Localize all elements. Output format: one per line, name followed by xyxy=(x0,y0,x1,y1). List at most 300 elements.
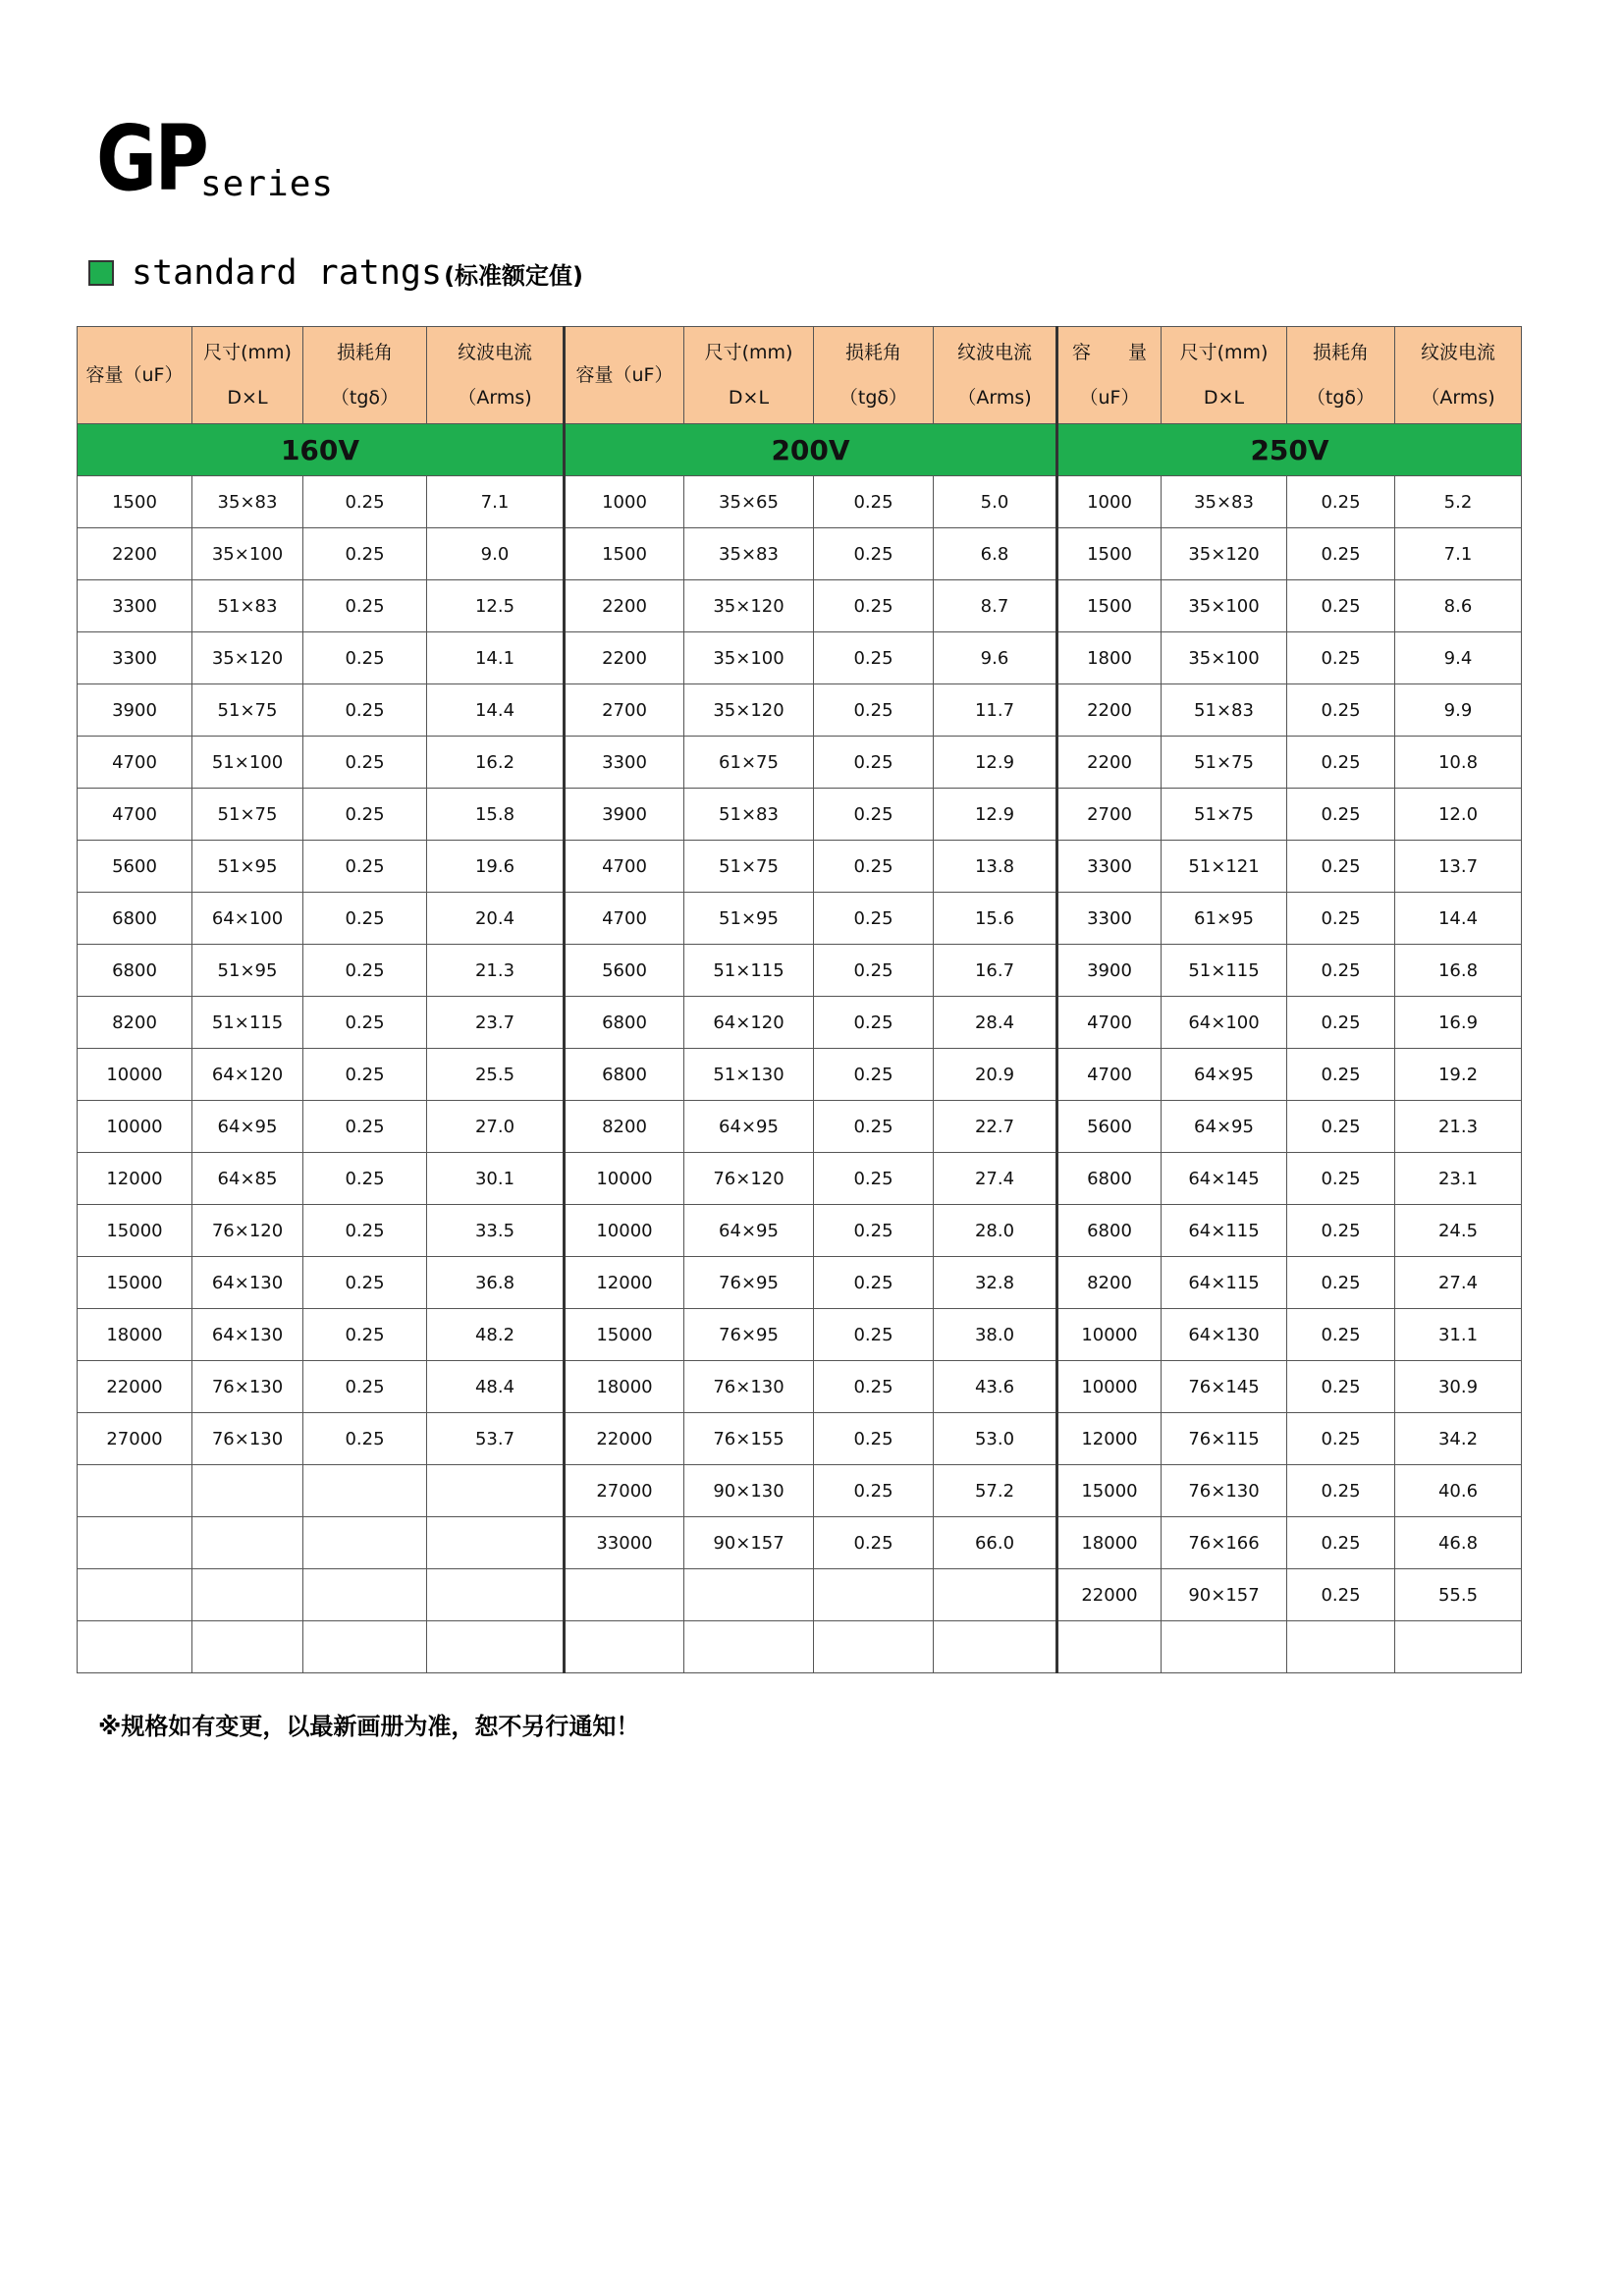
header-line: 尺寸(mm) xyxy=(203,342,292,363)
capacitance-cell: 27000 xyxy=(565,1465,684,1517)
capacitance-cell: 18000 xyxy=(1057,1517,1162,1569)
capacitance-cell: 6800 xyxy=(565,1049,684,1101)
loss-angle-cell: 0.25 xyxy=(814,841,934,893)
section-heading-en: standard ratngs xyxy=(132,253,443,293)
capacitance-cell: 3300 xyxy=(1057,841,1162,893)
ripple-current-cell: 24.5 xyxy=(1395,1205,1522,1257)
header-line: 损耗角 xyxy=(844,342,901,363)
ripple-current-cell: 11.7 xyxy=(934,684,1057,737)
ripple-current-cell xyxy=(427,1517,565,1569)
ripple-current-cell: 48.2 xyxy=(427,1309,565,1361)
loss-angle-cell: 0.25 xyxy=(814,1465,934,1517)
capacitance-cell: 2200 xyxy=(565,632,684,684)
size-cell: 64×130 xyxy=(192,1257,303,1309)
ripple-current-cell: 21.3 xyxy=(1395,1101,1522,1153)
size-cell: 64×95 xyxy=(1162,1101,1287,1153)
size-cell: 76×130 xyxy=(684,1361,814,1413)
table-row xyxy=(78,737,1522,789)
header-line: （tgδ） xyxy=(1306,387,1376,409)
ripple-current-cell: 38.0 xyxy=(934,1309,1057,1361)
capacitance-cell: 2700 xyxy=(565,684,684,737)
size-cell: 64×130 xyxy=(192,1309,303,1361)
loss-angle-cell xyxy=(303,1621,427,1673)
size-cell: 51×75 xyxy=(684,841,814,893)
size-cell: 35×100 xyxy=(192,528,303,580)
loss-angle-cell xyxy=(814,1621,934,1673)
size-cell: 64×120 xyxy=(192,1049,303,1101)
header-row xyxy=(78,327,1522,424)
loss-angle-cell: 0.25 xyxy=(1287,997,1395,1049)
capacitance-cell: 22000 xyxy=(1057,1569,1162,1621)
ripple-current-cell: 5.0 xyxy=(934,476,1057,528)
size-cell: 64×95 xyxy=(1162,1049,1287,1101)
capacitance-cell: 12000 xyxy=(1057,1413,1162,1465)
ripple-current-cell: 13.8 xyxy=(934,841,1057,893)
size-cell xyxy=(192,1569,303,1621)
ripple-current-cell: 28.4 xyxy=(934,997,1057,1049)
size-cell xyxy=(1162,1621,1287,1673)
loss-angle-cell: 0.25 xyxy=(814,737,934,789)
table-row xyxy=(78,1049,1522,1101)
header-line: 容 量 xyxy=(1071,342,1147,363)
size-cell: 51×75 xyxy=(1162,737,1287,789)
ripple-current-cell: 20.4 xyxy=(427,893,565,945)
loss-angle-cell xyxy=(303,1569,427,1621)
ripple-current-cell: 7.1 xyxy=(427,476,565,528)
size-cell: 76×130 xyxy=(192,1413,303,1465)
table-row xyxy=(78,841,1522,893)
ripple-current-cell: 20.9 xyxy=(934,1049,1057,1101)
capacitance-cell: 4700 xyxy=(1057,1049,1162,1101)
capacitance-cell: 27000 xyxy=(78,1413,192,1465)
capacitance-cell: 2200 xyxy=(1057,737,1162,789)
size-cell: 64×100 xyxy=(192,893,303,945)
header-line: （uF） xyxy=(1079,387,1140,409)
loss-angle-cell: 0.25 xyxy=(814,476,934,528)
capacitance-cell: 1000 xyxy=(565,476,684,528)
table-row xyxy=(78,1413,1522,1465)
size-cell: 51×115 xyxy=(192,997,303,1049)
loss-angle-cell: 0.25 xyxy=(303,1205,427,1257)
capacitance-cell: 3900 xyxy=(565,789,684,841)
capacitance-cell: 2200 xyxy=(78,528,192,580)
ripple-current-cell: 25.5 xyxy=(427,1049,565,1101)
header-ripple-current xyxy=(934,327,1057,424)
size-cell: 76×115 xyxy=(1162,1413,1287,1465)
capacitance-cell: 2200 xyxy=(1057,684,1162,737)
ripple-current-cell: 28.0 xyxy=(934,1205,1057,1257)
loss-angle-cell: 0.25 xyxy=(303,789,427,841)
capacitance-cell: 4700 xyxy=(565,841,684,893)
ripple-current-cell: 32.8 xyxy=(934,1257,1057,1309)
ripple-current-cell: 57.2 xyxy=(934,1465,1057,1517)
ripple-current-cell: 27.4 xyxy=(1395,1257,1522,1309)
loss-angle-cell: 0.25 xyxy=(1287,841,1395,893)
capacitance-cell: 5600 xyxy=(1057,1101,1162,1153)
capacitance-cell: 10000 xyxy=(78,1049,192,1101)
size-cell: 51×115 xyxy=(684,945,814,997)
loss-angle-cell: 0.25 xyxy=(1287,789,1395,841)
capacitance-cell xyxy=(565,1621,684,1673)
loss-angle-cell: 0.25 xyxy=(814,1361,934,1413)
ripple-current-cell: 53.7 xyxy=(427,1413,565,1465)
size-cell: 51×95 xyxy=(192,945,303,997)
loss-angle-cell: 0.25 xyxy=(1287,580,1395,632)
table-row xyxy=(78,1101,1522,1153)
loss-angle-cell: 0.25 xyxy=(1287,945,1395,997)
capacitance-cell: 1000 xyxy=(1057,476,1162,528)
ripple-current-cell: 16.8 xyxy=(1395,945,1522,997)
loss-angle-cell: 0.25 xyxy=(814,1101,934,1153)
capacitance-cell: 22000 xyxy=(565,1413,684,1465)
capacitance-cell: 4700 xyxy=(78,737,192,789)
ripple-current-cell: 12.9 xyxy=(934,789,1057,841)
loss-angle-cell: 0.25 xyxy=(303,1101,427,1153)
capacitance-cell: 3900 xyxy=(1057,945,1162,997)
header-loss-angle xyxy=(303,327,427,424)
loss-angle-cell: 0.25 xyxy=(303,841,427,893)
table-row xyxy=(78,1257,1522,1309)
ripple-current-cell: 23.7 xyxy=(427,997,565,1049)
table-row xyxy=(78,945,1522,997)
size-cell: 35×120 xyxy=(684,684,814,737)
table-row xyxy=(78,684,1522,737)
table-row xyxy=(78,1361,1522,1413)
voltage-label: 250V xyxy=(1057,424,1522,476)
table-row xyxy=(78,997,1522,1049)
ripple-current-cell: 8.7 xyxy=(934,580,1057,632)
ripple-current-cell: 27.0 xyxy=(427,1101,565,1153)
capacitance-cell: 12000 xyxy=(565,1257,684,1309)
header-line: D×L xyxy=(227,387,268,409)
ripple-current-cell: 14.4 xyxy=(427,684,565,737)
loss-angle-cell: 0.25 xyxy=(1287,1361,1395,1413)
loss-angle-cell: 0.25 xyxy=(303,1309,427,1361)
capacitance-cell xyxy=(78,1569,192,1621)
size-cell: 51×75 xyxy=(1162,789,1287,841)
size-cell: 76×120 xyxy=(684,1153,814,1205)
ripple-current-cell: 19.6 xyxy=(427,841,565,893)
loss-angle-cell: 0.25 xyxy=(303,737,427,789)
capacitance-cell: 6800 xyxy=(565,997,684,1049)
loss-angle-cell: 0.25 xyxy=(1287,528,1395,580)
loss-angle-cell: 0.25 xyxy=(814,1049,934,1101)
loss-angle-cell: 0.25 xyxy=(1287,737,1395,789)
capacitance-cell: 1800 xyxy=(1057,632,1162,684)
loss-angle-cell xyxy=(1287,1621,1395,1673)
header-loss-angle xyxy=(814,327,934,424)
capacitance-cell: 3300 xyxy=(1057,893,1162,945)
loss-angle-cell: 0.25 xyxy=(814,789,934,841)
loss-angle-cell: 0.25 xyxy=(303,528,427,580)
loss-angle-cell: 0.25 xyxy=(303,1413,427,1465)
size-cell: 61×95 xyxy=(1162,893,1287,945)
capacitance-cell: 5600 xyxy=(78,841,192,893)
capacitance-cell: 33000 xyxy=(565,1517,684,1569)
size-cell xyxy=(192,1517,303,1569)
size-cell: 64×95 xyxy=(684,1205,814,1257)
size-cell: 64×95 xyxy=(684,1101,814,1153)
ripple-current-cell: 16.7 xyxy=(934,945,1057,997)
ripple-current-cell: 12.0 xyxy=(1395,789,1522,841)
loss-angle-cell: 0.25 xyxy=(303,632,427,684)
header-line: 纹波电流 xyxy=(956,342,1032,363)
capacitance-cell: 5600 xyxy=(565,945,684,997)
loss-angle-cell: 0.25 xyxy=(814,580,934,632)
capacitance-cell: 10000 xyxy=(78,1101,192,1153)
ripple-current-cell: 30.1 xyxy=(427,1153,565,1205)
section-heading xyxy=(88,253,583,293)
loss-angle-cell: 0.25 xyxy=(814,528,934,580)
ripple-current-cell: 10.8 xyxy=(1395,737,1522,789)
ripple-current-cell: 27.4 xyxy=(934,1153,1057,1205)
size-cell: 76×130 xyxy=(192,1361,303,1413)
ripple-current-cell xyxy=(427,1569,565,1621)
ripple-current-cell: 15.6 xyxy=(934,893,1057,945)
size-cell: 76×155 xyxy=(684,1413,814,1465)
size-cell: 76×120 xyxy=(192,1205,303,1257)
ripple-current-cell: 46.8 xyxy=(1395,1517,1522,1569)
header-ripple-current xyxy=(427,327,565,424)
header-line: （tgδ） xyxy=(839,387,908,409)
loss-angle-cell: 0.25 xyxy=(1287,632,1395,684)
capacitance-cell: 10000 xyxy=(1057,1309,1162,1361)
loss-angle-cell: 0.25 xyxy=(814,945,934,997)
size-cell: 90×130 xyxy=(684,1465,814,1517)
loss-angle-cell: 0.25 xyxy=(1287,893,1395,945)
loss-angle-cell: 0.25 xyxy=(814,684,934,737)
size-cell xyxy=(684,1569,814,1621)
loss-angle-cell: 0.25 xyxy=(814,632,934,684)
loss-angle-cell: 0.25 xyxy=(1287,1205,1395,1257)
size-cell: 76×95 xyxy=(684,1257,814,1309)
header-line: 损耗角 xyxy=(336,342,393,363)
footer-note: ※规格如有变更，以最新画册为准，恕不另行通知！ xyxy=(98,1713,640,1740)
ripple-current-cell: 23.1 xyxy=(1395,1153,1522,1205)
table-row xyxy=(78,1465,1522,1517)
capacitance-cell: 10000 xyxy=(1057,1361,1162,1413)
ripple-current-cell: 9.4 xyxy=(1395,632,1522,684)
loss-angle-cell: 0.25 xyxy=(814,1257,934,1309)
header-capacitance xyxy=(565,327,684,424)
size-cell: 51×95 xyxy=(684,893,814,945)
size-cell: 35×83 xyxy=(1162,476,1287,528)
voltage-label: 160V xyxy=(78,424,565,476)
size-cell: 51×130 xyxy=(684,1049,814,1101)
capacitance-cell: 8200 xyxy=(565,1101,684,1153)
voltage-label: 200V xyxy=(565,424,1057,476)
loss-angle-cell: 0.25 xyxy=(814,1205,934,1257)
loss-angle-cell: 0.25 xyxy=(1287,1153,1395,1205)
header-line: （tgδ） xyxy=(330,387,400,409)
capacitance-cell xyxy=(78,1517,192,1569)
ripple-current-cell: 43.6 xyxy=(934,1361,1057,1413)
ripple-current-cell: 36.8 xyxy=(427,1257,565,1309)
header-capacitance xyxy=(78,327,192,424)
table-row xyxy=(78,528,1522,580)
size-cell: 64×145 xyxy=(1162,1153,1287,1205)
capacitance-cell xyxy=(565,1569,684,1621)
ripple-current-cell: 14.4 xyxy=(1395,893,1522,945)
loss-angle-cell xyxy=(303,1517,427,1569)
section-heading-zh: (标准额定值) xyxy=(444,261,584,290)
ripple-current-cell: 13.7 xyxy=(1395,841,1522,893)
loss-angle-cell: 0.25 xyxy=(303,1153,427,1205)
ripple-current-cell: 15.8 xyxy=(427,789,565,841)
size-cell: 90×157 xyxy=(684,1517,814,1569)
header-line: 容量（uF） xyxy=(85,364,184,386)
loss-angle-cell xyxy=(814,1569,934,1621)
capacitance-cell xyxy=(78,1465,192,1517)
loss-angle-cell: 0.25 xyxy=(1287,1101,1395,1153)
loss-angle-cell: 0.25 xyxy=(1287,1413,1395,1465)
header-ripple-current xyxy=(1395,327,1522,424)
header-line: （Arms) xyxy=(458,387,532,409)
loss-angle-cell: 0.25 xyxy=(814,1309,934,1361)
ripple-current-cell: 34.2 xyxy=(1395,1413,1522,1465)
ripple-current-cell: 5.2 xyxy=(1395,476,1522,528)
header-line: （Arms) xyxy=(1421,387,1495,409)
loss-angle-cell: 0.25 xyxy=(303,997,427,1049)
loss-angle-cell: 0.25 xyxy=(303,1361,427,1413)
size-cell: 64×95 xyxy=(192,1101,303,1153)
size-cell: 51×83 xyxy=(684,789,814,841)
ripple-current-cell: 48.4 xyxy=(427,1361,565,1413)
size-cell: 76×166 xyxy=(1162,1517,1287,1569)
table-row xyxy=(78,1517,1522,1569)
capacitance-cell: 1500 xyxy=(1057,580,1162,632)
capacitance-cell: 6800 xyxy=(1057,1153,1162,1205)
capacitance-cell: 4700 xyxy=(78,789,192,841)
size-cell xyxy=(192,1621,303,1673)
table-row xyxy=(78,1309,1522,1361)
loss-angle-cell xyxy=(303,1465,427,1517)
ripple-current-cell: 30.9 xyxy=(1395,1361,1522,1413)
ripple-current-cell xyxy=(934,1621,1057,1673)
size-cell: 64×100 xyxy=(1162,997,1287,1049)
capacitance-cell: 6800 xyxy=(78,893,192,945)
ripple-current-cell: 9.0 xyxy=(427,528,565,580)
table-row xyxy=(78,1153,1522,1205)
size-cell: 64×85 xyxy=(192,1153,303,1205)
capacitance-cell: 2700 xyxy=(1057,789,1162,841)
size-cell: 35×120 xyxy=(1162,528,1287,580)
header-size xyxy=(1162,327,1287,424)
capacitance-cell: 10000 xyxy=(565,1153,684,1205)
capacitance-cell: 8200 xyxy=(78,997,192,1049)
loss-angle-cell: 0.25 xyxy=(814,1413,934,1465)
table-row xyxy=(78,632,1522,684)
ripple-current-cell: 12.5 xyxy=(427,580,565,632)
ripple-current-cell xyxy=(427,1465,565,1517)
size-cell xyxy=(684,1621,814,1673)
loss-angle-cell: 0.25 xyxy=(1287,1517,1395,1569)
header-capacitance xyxy=(1057,327,1162,424)
size-cell: 35×83 xyxy=(192,476,303,528)
size-cell xyxy=(192,1465,303,1517)
size-cell: 51×83 xyxy=(192,580,303,632)
table-row xyxy=(78,789,1522,841)
size-cell: 64×115 xyxy=(1162,1205,1287,1257)
capacitance-cell: 1500 xyxy=(565,528,684,580)
loss-angle-cell: 0.25 xyxy=(814,1517,934,1569)
header-line: 损耗角 xyxy=(1312,342,1369,363)
size-cell: 51×121 xyxy=(1162,841,1287,893)
size-cell: 64×115 xyxy=(1162,1257,1287,1309)
ratings-table xyxy=(77,326,1522,1673)
voltage-row xyxy=(78,424,1522,476)
size-cell: 61×75 xyxy=(684,737,814,789)
capacitance-cell xyxy=(1057,1621,1162,1673)
header-line: 纹波电流 xyxy=(457,342,532,363)
table-row xyxy=(78,1569,1522,1621)
loss-angle-cell: 0.25 xyxy=(1287,1569,1395,1621)
size-cell: 51×100 xyxy=(192,737,303,789)
header-loss-angle xyxy=(1287,327,1395,424)
ripple-current-cell: 55.5 xyxy=(1395,1569,1522,1621)
loss-angle-cell: 0.25 xyxy=(303,1257,427,1309)
capacitance-cell: 6800 xyxy=(78,945,192,997)
loss-angle-cell: 0.25 xyxy=(1287,1309,1395,1361)
ripple-current-cell: 16.2 xyxy=(427,737,565,789)
capacitance-cell: 2200 xyxy=(565,580,684,632)
capacitance-cell: 18000 xyxy=(565,1361,684,1413)
header-size xyxy=(684,327,814,424)
ripple-current-cell: 31.1 xyxy=(1395,1309,1522,1361)
size-cell: 35×83 xyxy=(684,528,814,580)
loss-angle-cell: 0.25 xyxy=(814,893,934,945)
ripple-current-cell: 6.8 xyxy=(934,528,1057,580)
loss-angle-cell: 0.25 xyxy=(303,893,427,945)
ripple-current-cell: 19.2 xyxy=(1395,1049,1522,1101)
loss-angle-cell: 0.25 xyxy=(303,580,427,632)
ripple-current-cell: 9.6 xyxy=(934,632,1057,684)
header-line: 容量（uF） xyxy=(575,364,674,386)
capacitance-cell: 3300 xyxy=(78,632,192,684)
ripple-current-cell xyxy=(427,1621,565,1673)
ripple-current-cell: 33.5 xyxy=(427,1205,565,1257)
ripple-current-cell: 7.1 xyxy=(1395,528,1522,580)
ripple-current-cell xyxy=(934,1569,1057,1621)
size-cell: 35×120 xyxy=(684,580,814,632)
ripple-current-cell: 21.3 xyxy=(427,945,565,997)
capacitance-cell: 15000 xyxy=(565,1309,684,1361)
capacitance-cell: 22000 xyxy=(78,1361,192,1413)
capacitance-cell: 3300 xyxy=(565,737,684,789)
loss-angle-cell: 0.25 xyxy=(303,476,427,528)
size-cell: 51×95 xyxy=(192,841,303,893)
ripple-current-cell: 22.7 xyxy=(934,1101,1057,1153)
ripple-current-cell: 40.6 xyxy=(1395,1465,1522,1517)
ripple-current-cell: 9.9 xyxy=(1395,684,1522,737)
ripple-current-cell: 66.0 xyxy=(934,1517,1057,1569)
loss-angle-cell: 0.25 xyxy=(814,997,934,1049)
capacitance-cell: 1500 xyxy=(78,476,192,528)
table-row xyxy=(78,476,1522,528)
green-square-icon xyxy=(88,260,114,286)
capacitance-cell: 4700 xyxy=(565,893,684,945)
loss-angle-cell: 0.25 xyxy=(1287,684,1395,737)
header-line: 尺寸(mm) xyxy=(704,342,793,363)
loss-angle-cell: 0.25 xyxy=(303,1049,427,1101)
ripple-current-cell: 14.1 xyxy=(427,632,565,684)
table-row xyxy=(78,1621,1522,1673)
size-cell: 35×100 xyxy=(684,632,814,684)
capacitance-cell: 1500 xyxy=(1057,528,1162,580)
size-cell: 51×115 xyxy=(1162,945,1287,997)
table-row xyxy=(78,580,1522,632)
size-cell: 76×145 xyxy=(1162,1361,1287,1413)
